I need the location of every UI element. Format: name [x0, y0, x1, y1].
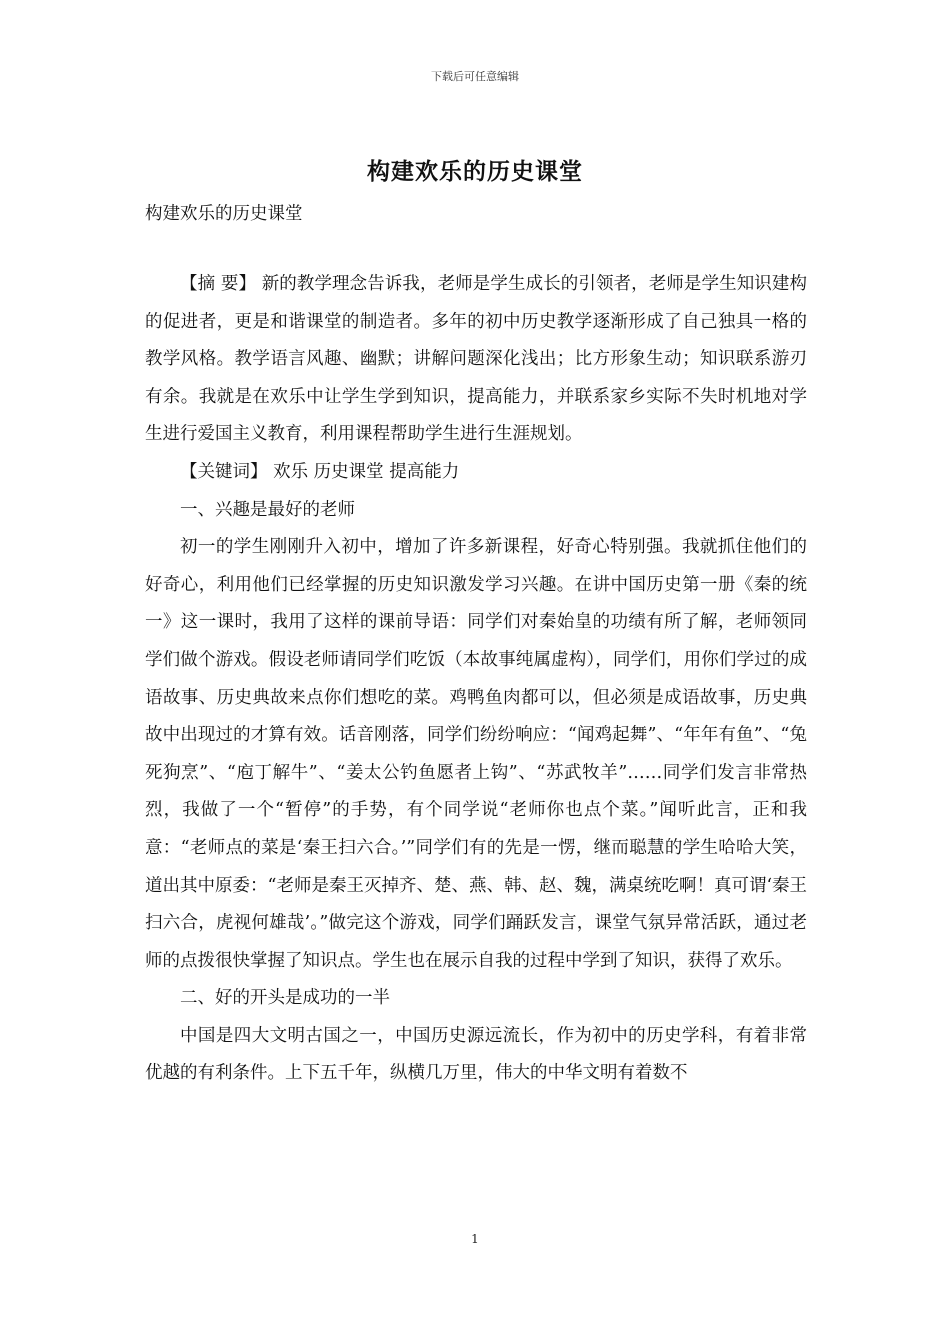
abstract-label: 【摘 要】 — [180, 274, 257, 294]
keywords-paragraph — [145, 454, 807, 492]
abstract-paragraph — [145, 266, 807, 454]
section-2-paragraph: 中国是四大文明古国之一，中国历史源远流长，作为初中的历史学科，有着非常优越的有利条件。上下五千年，纵横几万里，伟大的中华文明有着数不 — [145, 1025, 807, 1084]
keywords-text: 欢乐 历史课堂 提高能力 — [267, 461, 460, 482]
section-1-heading: 一、兴趣是最好的老师 — [180, 499, 355, 520]
header-note: 下载后可任意编辑 — [431, 70, 519, 83]
section-1-paragraph: 初一的学生刚刚升入初中，增加了许多新课程，好奇心特别强。我就抓住他们的好奇心，利用他们已经掌握的历史知识激发学习兴趣。在讲中国历史第一册《秦的统一》这一课时，我用了这样的课前导语：同学们对秦始皇的功绩有所了解，老师领同学们做个游戏。假设老师请同学们吃饭（本故事纯属虚构），同学们，用你们学过的成语故事、历史典故来点你们想吃的菜。鸡鸭鱼肉都可以，但必须是成语故事，历史典故中出现过的才算有效。话音刚落，同学们纷纷响应：“闻鸡起舞”、“年年有鱼”、“兔死狗烹”、“庖丁解牛”、“姜太公钓鱼愿者上钩”、“苏武牧羊”……同学们发言非常热烈，我做了一个“暂停”的手势，有个同学说“老师你也点个菜。”闻听此言，正和我意：“老师点的菜是‘秦王扫六合。’”同学们有的先是一愣，继而聪慧的学生哈哈大笑，道出其中原委：“老师是秦王灭掉齐、楚、燕、韩、赵、魏，满桌统吃啊！真可谓‘秦王扫六合，虎视何雄哉’。”做完这个游戏，同学们踊跃发言，课堂气氛异常活跃，通过老师的点拨很快掌握了知识点。学生也在展示自我的过程中学到了知识，获得了欢乐。 — [145, 537, 808, 971]
document-title: 构建欢乐的历史课堂 — [367, 158, 583, 185]
section-2-heading: 二、好的开头是成功的一半 — [180, 988, 390, 1009]
document-subtitle: 构建欢乐的历史课堂 — [145, 204, 303, 224]
document-body — [145, 266, 807, 1093]
abstract-text: 新的教学理念告诉我，老师是学生成长的引领者，老师是学生知识建构的促进者，更是和谐课堂的制造者。多年的初中历史教学逐渐形成了自己独具一格的教学风格。教学语言风趣、幽默；讲解问题深化浅出；比方形象生动；知识联系游刃有余。我就是在欢乐中让学生学到知识，提高能力，并联系家乡实际不失时机地对学生进行爱国主义教育，利用课程帮助学生进行生涯规划。 — [145, 274, 807, 445]
keywords-label: 【关键词】 — [180, 461, 268, 482]
page-number: 1 — [471, 1232, 479, 1246]
